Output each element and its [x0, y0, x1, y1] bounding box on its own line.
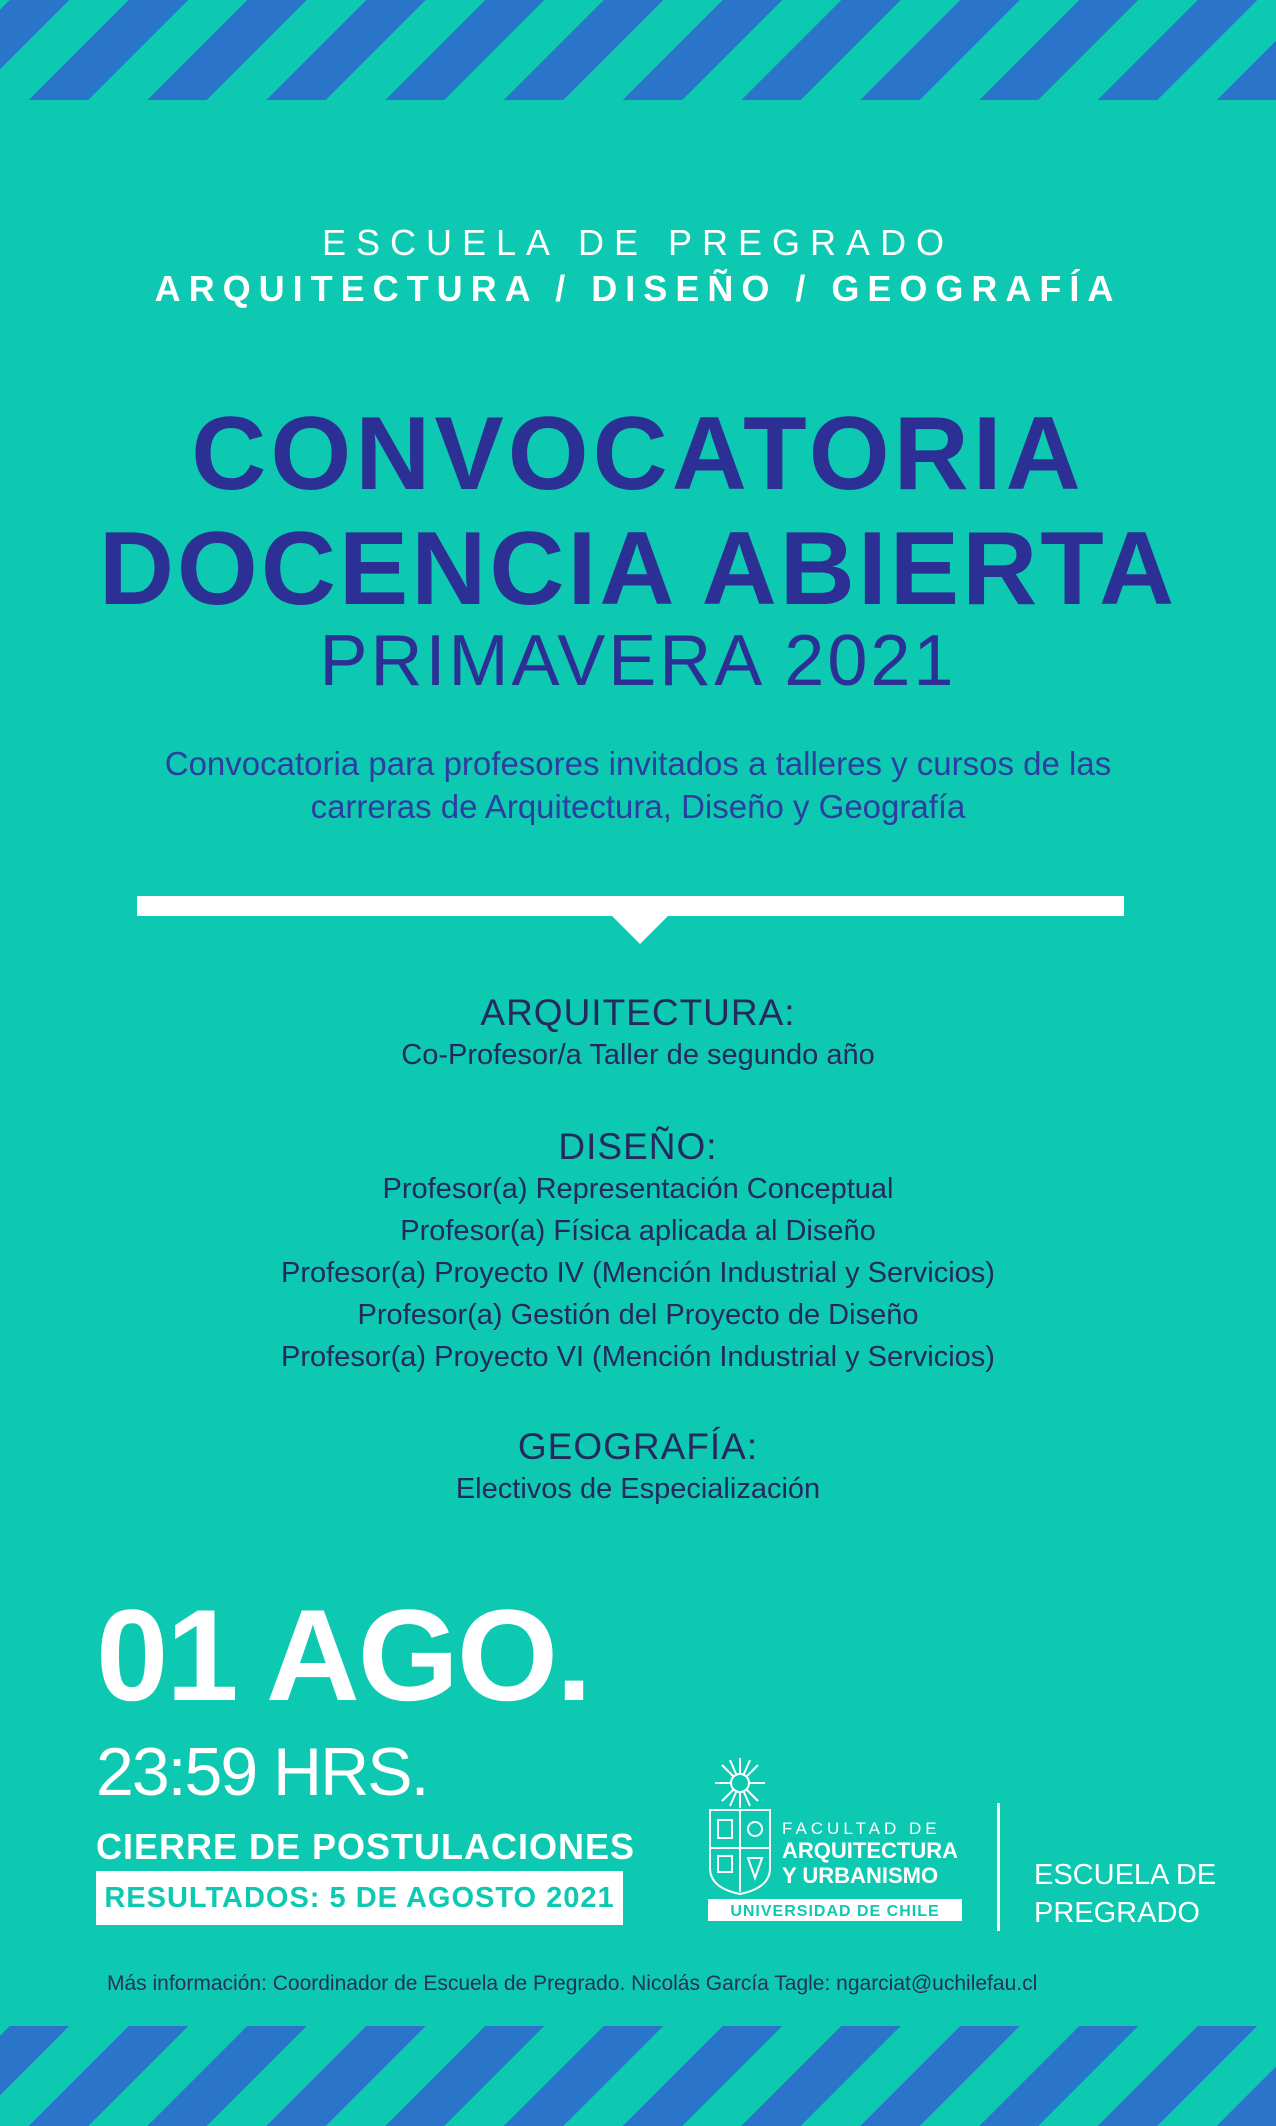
section-title: DISEÑO: — [558, 1126, 718, 1167]
section-title: ARQUITECTURA: — [480, 992, 796, 1033]
section-item: Profesor(a) Física aplicada al Diseño — [400, 1215, 876, 1247]
deadline-date: 01 AGO. — [96, 1582, 591, 1728]
logo-separator — [997, 1803, 1000, 1931]
title-line-2: DOCENCIA ABIERTA — [98, 511, 1178, 627]
section-item: Electivos de Especialización — [455, 1473, 821, 1505]
escuela-line-1: ESCUELA DE — [1034, 1859, 1217, 1891]
section-item: Profesor(a) Representación Conceptual — [382, 1173, 894, 1205]
escuela-label — [1034, 1856, 1216, 1932]
escuela-line-2: PREGRADO — [1034, 1897, 1200, 1929]
section-arquitectura — [0, 992, 1276, 1076]
results-badge: RESULTADOS: 5 DE AGOSTO 2021 — [96, 1871, 623, 1925]
section-title: GEOGRAFÍA: — [517, 1426, 759, 1467]
top-stripe-band — [0, 0, 1276, 100]
logo-line-3: Y URBANISMO — [782, 1863, 939, 1888]
section-diseno — [0, 1126, 1276, 1378]
section-item: Profesor(a) Proyecto VI (Mención Industrial y Servicios) — [281, 1341, 995, 1373]
intro-line-2: carreras de Arquitectura, Diseño y Geografía — [310, 788, 966, 825]
intro-line-1: Convocatoria para profesores invitados a talleres y cursos de las — [164, 745, 1112, 782]
careers-heading: ARQUITECTURA / DISEÑO / GEOGRAFÍA — [154, 268, 1122, 309]
star-icon — [715, 1758, 765, 1808]
section-item: Profesor(a) Proyecto IV (Mención Industrial y Servicios) — [281, 1257, 995, 1289]
deadline-label: CIERRE DE POSTULACIONES — [96, 1826, 636, 1867]
school-heading: ESCUELA DE PREGRADO — [321, 222, 955, 263]
bottom-stripe-band — [0, 2026, 1276, 2126]
intro-text — [0, 742, 1276, 828]
crest-icon — [710, 1810, 770, 1894]
logo-line-1: FACULTAD DE — [782, 1819, 941, 1838]
divider-pointer — [610, 914, 670, 944]
divider-bar — [137, 896, 1124, 916]
section-geografia — [0, 1426, 1276, 1510]
university-name: UNIVERSIDAD DE CHILE — [730, 1903, 940, 1920]
faculty-logo — [706, 1756, 966, 1926]
logo-line-2: ARQUITECTURA — [782, 1838, 958, 1863]
contact-info: Más información: Coordinador de Escuela de Pregrado. Nicolás García Tagle: ngarciat@uchilefau.cl — [107, 1972, 1038, 1995]
section-item: Profesor(a) Gestión del Proyecto de Diseño — [357, 1299, 919, 1331]
title-line-1: CONVOCATORIA — [191, 396, 1085, 512]
title-season: PRIMAVERA 2021 — [319, 621, 957, 701]
deadline-time: 23:59 HRS. — [96, 1734, 428, 1810]
section-item: Co-Profesor/a Taller de segundo año — [401, 1039, 875, 1071]
